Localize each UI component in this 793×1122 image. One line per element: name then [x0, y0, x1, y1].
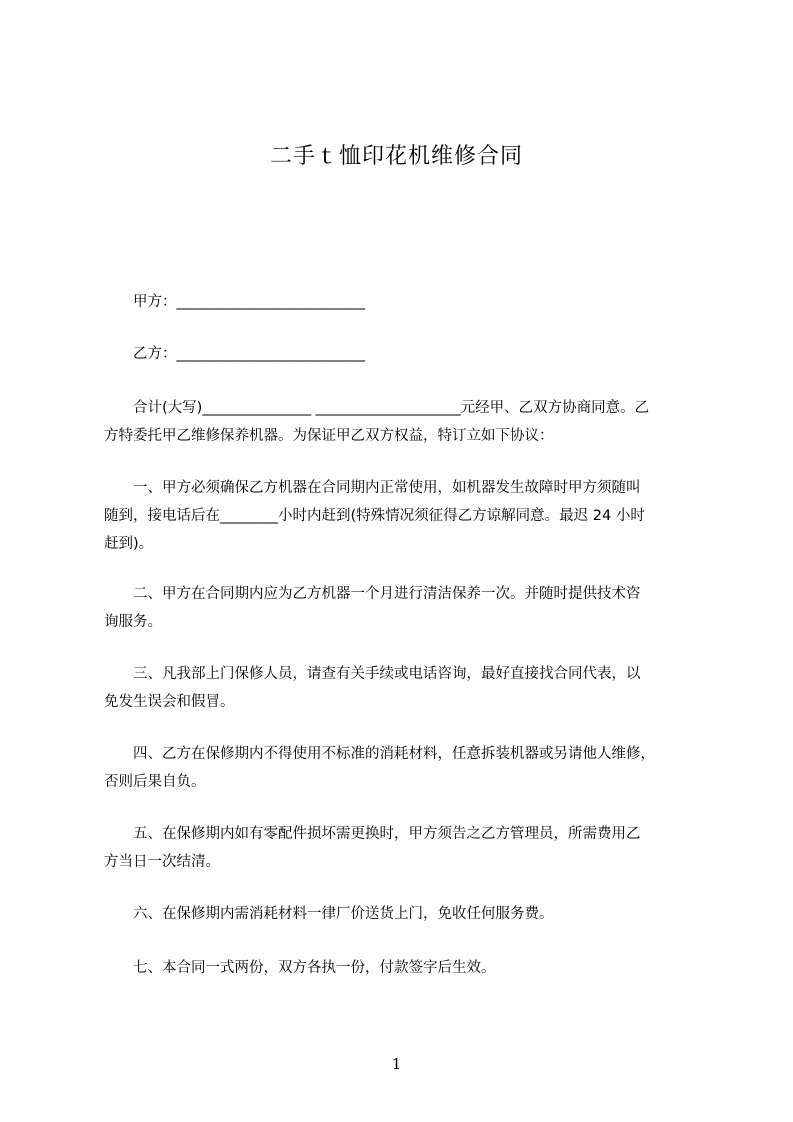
page-number: 1	[391, 1055, 402, 1073]
clause-5-line-1: 五、在保修期内如有零配件损坏需更换时，甲方须告之乙方管理员，所需费用乙	[104, 826, 641, 842]
party-a-line: 甲方：__________________________	[104, 294, 365, 310]
clause-2-line-1: 二、甲方在合同期内应为乙方机器一个月进行清洁保养一次。并随时提供技术咨	[104, 586, 641, 602]
clause-1-line-3: 赶到)。	[104, 536, 154, 552]
clause-5-line-2: 方当日一次结清。	[104, 854, 220, 870]
clause-3-line-1: 三、凡我部上门保修人员，请查有关手续或电话咨询，最好直接找合同代表，以	[104, 666, 641, 682]
clause-1-line-2: 随到，接电话后在________小时内赶到(特殊情况须征得乙方谅解同意。最迟 24 小时	[104, 508, 645, 524]
clause-2-line-2: 询服务。	[104, 614, 162, 630]
intro-line-2: 方特委托甲乙维修保养机器。为保证甲乙双方权益，特订立如下协议：	[104, 428, 554, 444]
clause-3-line-2: 免发生误会和假冒。	[104, 694, 235, 710]
document-title: 二手ｔ恤印花机维修合同	[269, 144, 523, 169]
clause-6-line-1: 六、在保修期内需消耗材料一律厂价送货上门，免收任何服务费。	[104, 906, 554, 922]
clause-4-line-2: 否则后果自负。	[104, 774, 206, 790]
clause-4-line-1: 四、乙方在保修期内不得使用不标准的消耗材料，任意拆装机器或另请他人维修，	[104, 746, 655, 762]
clause-1-line-1: 一、甲方必须确保乙方机器在合同期内正常使用，如机器发生故障时甲方须随叫	[104, 480, 641, 496]
intro-line-1: 合计(大写)_______________ ____________________元经甲、乙双方协商同意。乙	[104, 400, 650, 416]
party-b-line: 乙方：__________________________	[104, 346, 365, 362]
clause-7-line-1: 七、本合同一式两份，双方各执一份，付款签字后生效。	[104, 960, 496, 976]
